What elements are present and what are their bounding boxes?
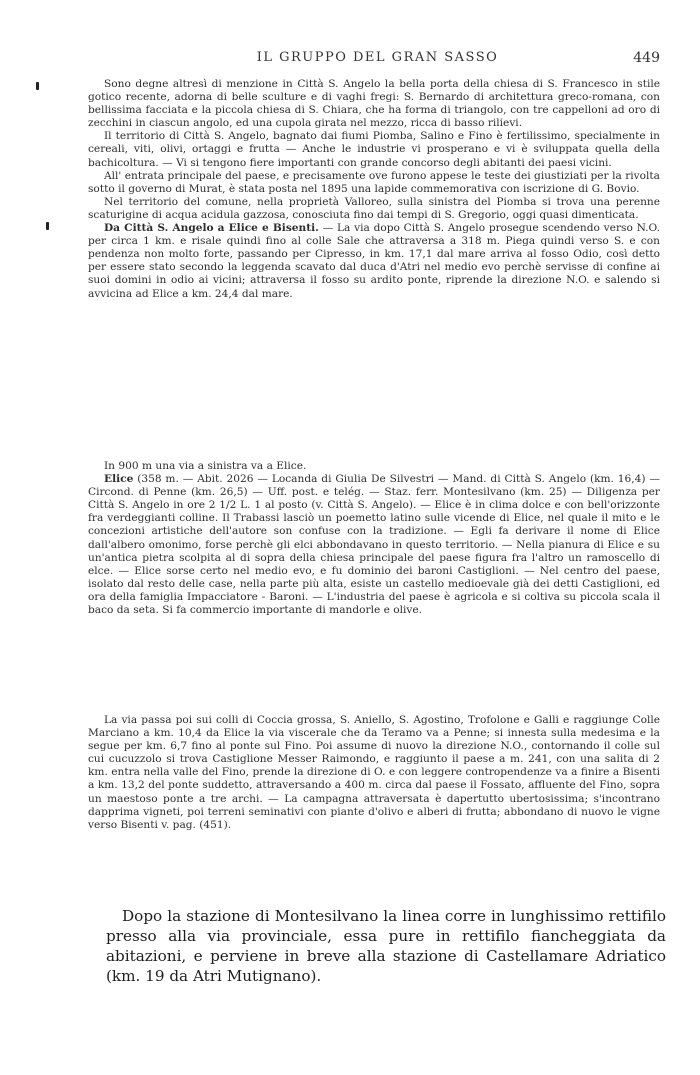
paragraph-body: — La via dopo Città S. Angelo prosegue scendendo verso N.O. per circa 1 km. e risale quindi fino al colle Sale che attraversa a 318 m. Piega quindi verso S. e con pendenza non molto forte, passando per Cipresso, in km. 17,1 dal mare arriva al fosso Odio, così detto per essere stato secondo la leggenda scavato dal duca d'Atri nel medio evo perchè servisse di confine ai suoi domini in odio ai vicini; attraversa il fosso su ardito ponte, riprende la direzione N.O. e salendo si avvicina ad Elice a km. 24,4 dal mare. (88, 222, 660, 300)
paragraph: Il territorio di Città S. Angelo, bagnato dai fiumi Piomba, Salino e Fino è fertilissimo, specialmente in cereali, viti, olivi, ortaggi e frutta — Anche le industrie vi prosperano e vi è sviluppata quella della bachicoltura. — Vi si tengono fiere importanti con grande concorso degli abitanti dei paesi vicini. (88, 130, 660, 169)
margin-mark (36, 82, 39, 90)
section-heading: Da Città S. Angelo a Elice e Bisenti. (104, 222, 319, 235)
paragraph: La via passa poi sui colli di Coccia grossa, S. Aniello, S. Agostino, Trofolone e Galli e raggiunge Colle Marciano a km. 10,4 da Elice la via viscerale che da Teramo va a Penne; si innesta sulla medesima e la segue per km. 6,7 fino al ponte sul Fino. Poi assume di nuovo la direzione N.O., contornando il colle sul cui cucuzzolo si trova Castiglione Messer Raimondo, e raggiunto il paese a m. 241, con una salita di 2 km. entra nella valle del Fino, prende la direzione di O. e con leggere contropendenze va a finire a Bisenti a km. 13,2 del ponte suddetto, attraversando a 400 m. circa dal paese il Fossato, affluente del Fino, sopra un maestoso ponte a tre archi. — La campagna attraversata è dapertutto ubertosissima; s'incontrano dapprima vigneti, poi terreni seminativi con piante d'olivo e alberi di frutta; abbondano di nuovo le vigne verso Bisenti v. pag. (451). (88, 714, 660, 831)
paragraph: Sono degne altresì di menzione in Città S. Angelo la bella porta della chiesa di S. Francesco in stile gotico recente, adorna di belle sculture e di vaghi fregi: S. Bernardo di architettura greco-romana, con bellissima facciata e la piccola chiesa di S. Chiara, che ha forma di triangolo, con tre cappelloni ad oro di zecchini in ciascun angolo, ed una cupola girata nel mezzo, ricca di basso rilievi. (88, 78, 660, 130)
page-header (95, 50, 660, 70)
paragraph: Dopo la stazione di Montesilvano la linea corre in lunghissimo rettifilo presso alla via provinciale, essa pure in rettifilo fiancheggiata da abitazioni, e perviene in breve alla stazione di Castellamare Adriatico (km. 19 da Atri Mutignano). (106, 907, 666, 985)
paragraph-body: (358 m. — Abit. 2026 — Locanda di Giulia De Silvestri — Mand. di Città S. Angelo (km. 16,4) — Circond. di Penne (km. 26,5) — Uff. post. e telég. — Staz. ferr. Montesilvano (km. 25) — Diligenza per Città S. Angelo in ore 2 1/2 L. 1 al posto (v. Città S. Angelo). — Elice è in clima dolce e con bell'orizzonte fra verdeggianti colline. Il Trabassi lasciò un poemetto latino sulle vicende di Elice, nel quale il mito e le concezioni artistiche dell'autore son confuse con la tradizione. — Egli fa derivare il nome di Elice dall'albero omonimo, forse perchè gli elci abbondavano in questo territorio. — Nella pianura di Elice e su un'antica pietra scolpita al di sopra della chiesa principale del paese figura fra l'altro un ramoscello di elce. — Elice sorse certo nel medio evo, e fu dominio dei baroni Castiglioni. — Nel centro del paese, isolato dal resto delle case, nella parte più alta, esiste un castello medioevale già dei detti Castiglioni, ed ora della famiglia Impacciatore - Baroni. — L'industria del paese è agricola e si coltiva su piccola scala il baco da seta. Si fa commercio importante di mandorle e olive. (88, 473, 660, 617)
page-number: 449 (633, 50, 660, 66)
paragraph: All' entrata principale del paese, e precisamente ove furono appese le teste dei giustiziati per la rivolta sotto il governo di Murat, è stata posta nel 1895 una lapide commemorativa con iscrizione di G. Bovio. (88, 169, 660, 195)
place-name: Elice (104, 473, 134, 486)
paragraph: In 900 m una via a sinistra va a Elice. (104, 460, 307, 472)
text-block-main-route (106, 906, 666, 986)
paragraph (88, 222, 660, 301)
text-block-city-description (88, 78, 660, 301)
text-block-bisenti-route (88, 714, 660, 832)
text-block-elice (88, 460, 660, 617)
running-title: IL GRUPPO DEL GRAN SASSO (256, 50, 499, 65)
paragraph: Nel territorio del comune, nella proprietà Valloreo, sulla sinistra del Piomba si trova una perenne scaturigine di acqua acidula gazzosa, conosciuta fino dai tempi di S. Gregorio, oggi quasi dimenticata. (88, 195, 660, 221)
paragraph (88, 473, 660, 617)
margin-mark (46, 222, 49, 230)
